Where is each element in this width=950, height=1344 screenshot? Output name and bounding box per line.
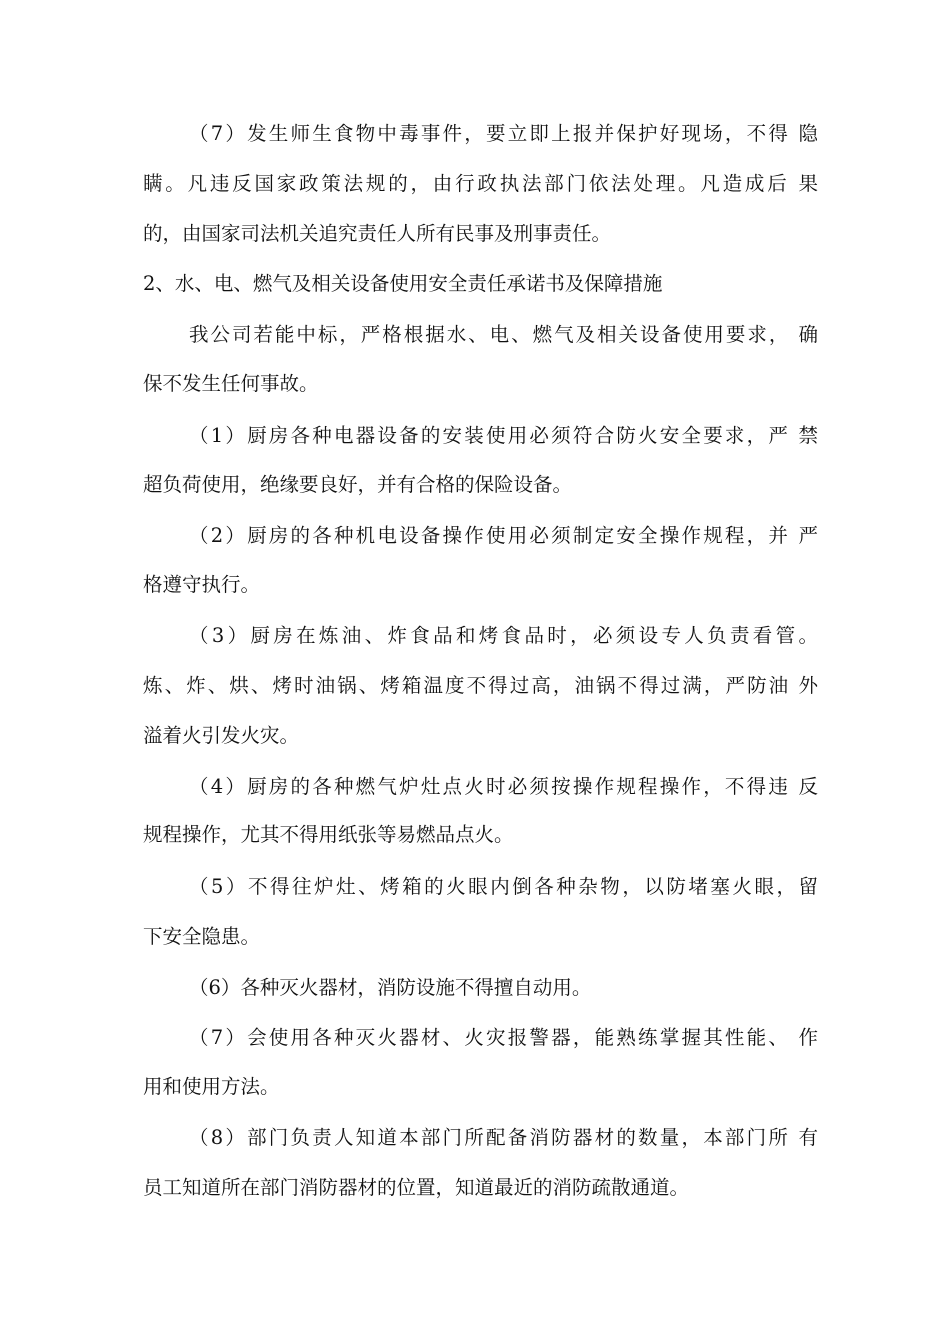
text-line: （6）各种灭火器材，消防设施不得擅自动用。 [189, 976, 592, 999]
text-line: 员工知道所在部门消防器材的位置，知道最近的消防疏散通道。 [143, 1176, 690, 1199]
text-line: 炼、炸、烘、烤时油锅、烤箱温度不得过高，油锅不得过满，严防油 外 [143, 674, 818, 697]
text-line: 瞒。凡违反国家政策法规的，由行政执法部门依法处理。凡造成后 果 [143, 172, 818, 195]
text-line: 超负荷使用，绝缘要良好，并有合格的保险设备。 [143, 473, 573, 496]
text-line: （4）厨房的各种燃气炉灶点火时必须按操作规程操作，不得违 反 [189, 775, 818, 798]
text-line: 的，由国家司法机关追究责任人所有民事及刑事责任。 [143, 222, 612, 245]
text-line: 规程操作，尤其不得用纸张等易燃品点火。 [143, 823, 514, 846]
text-line: （8）部门负责人知道本部门所配备消防器材的数量，本部门所 有 [189, 1126, 818, 1149]
text-line: （7）会使用各种灭火器材、火灾报警器，能熟练掌握其性能、 作 [189, 1026, 818, 1049]
text-line: （5）不得往炉灶、烤箱的火眼内倒各种杂物，以防堵塞火眼，留 [189, 875, 818, 898]
text-line: （1）厨房各种电器设备的安装使用必须符合防火安全要求，严 禁 [189, 424, 818, 447]
text-line: 用和使用方法。 [143, 1075, 280, 1098]
text-line: 我公司若能中标，严格根据水、电、燃气及相关设备使用要求， 确 [189, 323, 818, 346]
text-line: 保不发生任何事故。 [143, 372, 319, 395]
section-heading: 2、水、电、燃气及相关设备使用安全责任承诺书及保障措施 [143, 272, 663, 295]
text-line: 格遵守执行。 [143, 573, 261, 596]
text-line: 溢着火引发火灾。 [143, 724, 300, 747]
text-line: （3）厨房在炼油、炸食品和烤食品时，必须设专人负责看管。 [189, 624, 818, 647]
text-line: （2）厨房的各种机电设备操作使用必须制定安全操作规程，并 严 [189, 524, 818, 547]
text-line: 下安全隐患。 [143, 925, 261, 948]
text-line: （7）发生师生食物中毒事件，要立即上报并保护好现场，不得 隐 [189, 122, 818, 145]
